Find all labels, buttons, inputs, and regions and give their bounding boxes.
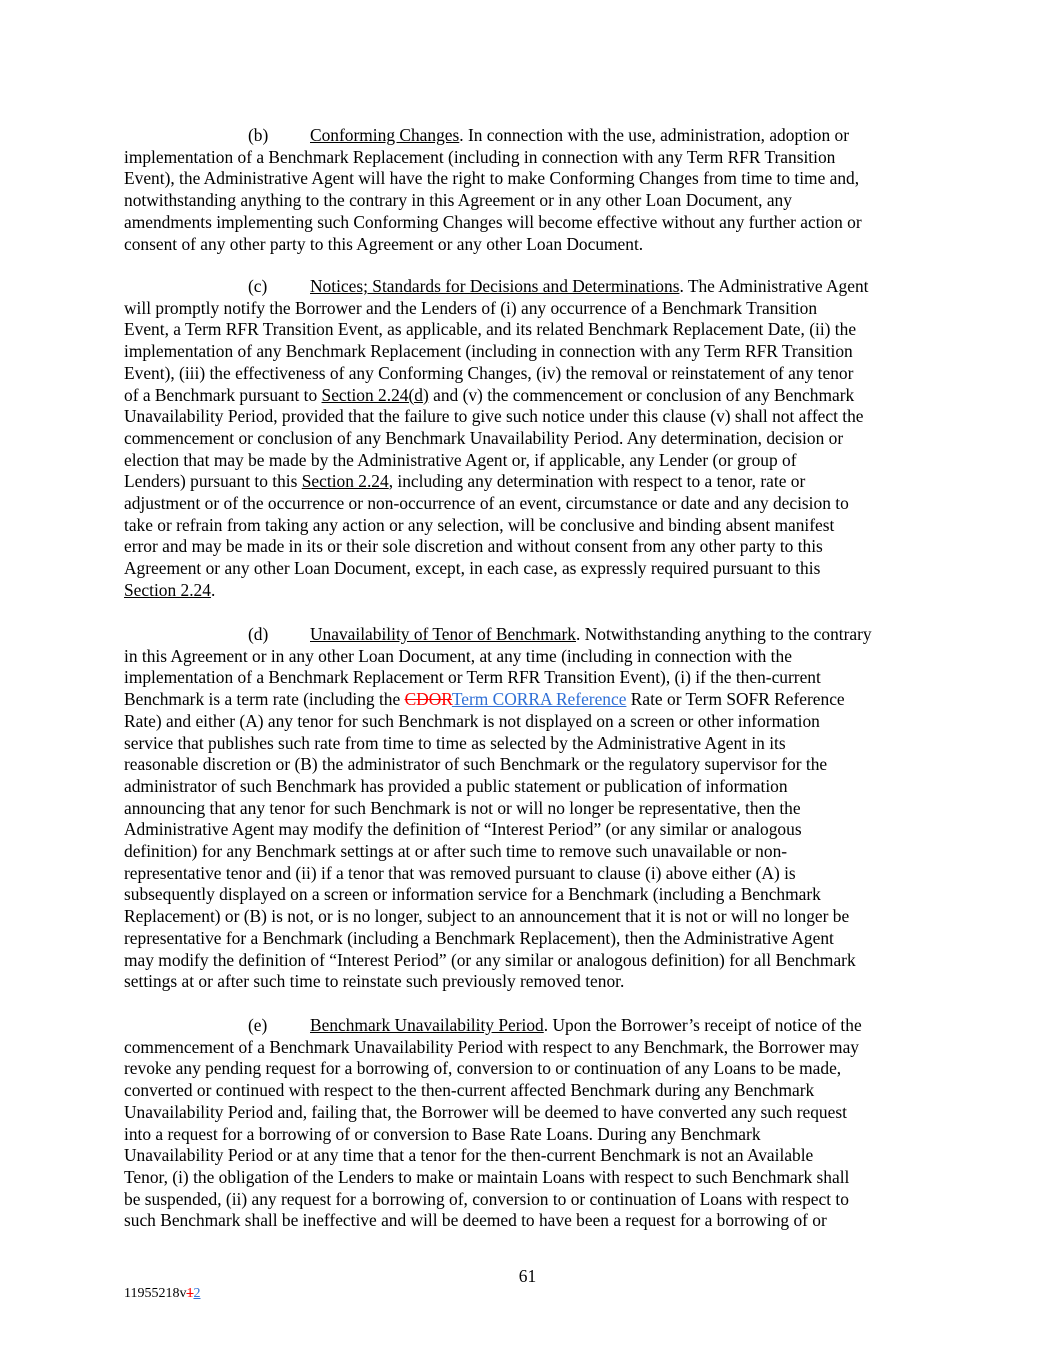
page-number: 61 [518,1266,537,1286]
paragraph-c [124,276,939,602]
paragraph-text: and (v) the commencement or conclusion of any Benchmark Unavailability Period, provided that the failure to give such notice under this clause (v) shall not affect the commencement or conclusion of any Benchmark Unavailability Period. Any determination, decision or election that may be made by the Administrative Agent or, if applicable, any Lender (or group of Lenders) pursuant to this [124,384,864,492]
section-reference: Section 2.24 [301,471,389,492]
section-label: (c) [248,276,268,296]
paragraph-text: . The Administrative Agent will promptly notify the Borrower and the Lenders of (i) any occurrence of a Benchmark Transition Event, a Term RFR Transition Event, as applicable, and its related Benchmark Replacement Date, (ii) the implementation of any Benchmark Replacement (including in connection with any Term RFR Transition Event), (iii) the effectiveness of any Conforming Changes, (iv) the removal or reinstatement of any tenor of a Benchmark pursuant to [124,276,869,405]
document-id-prefix: 11955218v [124,1286,187,1301]
paragraph-text: . [210,579,216,600]
paragraph-e [124,1015,939,1232]
paragraph-text: . Notwithstanding anything to the contrary in this Agreement or in any other Loan Document, at any time (including in connection with the implementation of a Benchmark Replacement or Term RFR Transition Event), (i) if the then-current Benchmark is a term rate (including the [124,624,872,710]
section-label: (e) [248,1015,268,1035]
section-heading: Notices; Standards for Decisions and Determinations [310,276,680,296]
document-id [124,1286,200,1302]
document-id-deleted: 1 [186,1286,194,1301]
paragraph-text: , including any determination with respect to a tenor, rate or adjustment or of the occurrence or non-occurrence of an event, circumstance or date and any decision to take or refrain from taking any action or any selection, will be conclusive and binding absent manifest error and may be made in its or their sole discretion and without consent from any other party to this Agreement or any other Loan Document, except, in each case, as expressly required pursuant to this [124,471,849,579]
paragraph-text: . In connection with the use, administration, adoption or implementation of a Benchmark Replacement (including in connection with any Term RFR Transition Event), the Administrative Agent will have the right to make Conforming Changes from time to time and, notwithstanding anything to the contrary in this Agreement or in any other Loan Document, any amendments implementing such Conforming Changes will become effective without any further action or consent of any other party to this Agreement or any other Loan Document. [124,125,862,254]
paragraph-b [124,125,939,255]
deleted-text: CDOR [404,689,452,710]
inserted-text: Term CORRA Reference [451,689,627,710]
paragraph-d [124,624,939,993]
section-reference: Section 2.24(d) [321,384,429,405]
section-label: (d) [248,624,269,644]
document-id-inserted: 2 [193,1286,201,1301]
paragraph-text: . Upon the Borrower’s receipt of notice of the commencement of a Benchmark Unavailability Period with respect to any Benchmark, the Borrower may revoke any pending request for a borrowing of, conversion to or continuation of any Loans to be made, converted or continued with respect to the then-current affected Benchmark during any Benchmark Unavailability Period and, failing that, the Borrower will be deemed to have converted any such request into a request for a borrowing of or conversion to Base Rate Loans. During any Benchmark Unavailability Period or at any time that a tenor for the then-current Benchmark is not an Available Tenor, (i) the obligation of the Lenders to make or maintain Loans with respect to such Benchmark shall be suspended, (ii) any request for a borrowing of, conversion to or continuation of Loans with respect to such Benchmark shall be ineffective and will be deemed to have been a request for a borrowing of or [124,1015,862,1231]
section-heading: Unavailability of Tenor of Benchmark [310,624,577,644]
paragraph-text: Rate or Term SOFR Reference Rate) and either (A) any tenor for such Benchmark is not displayed on a screen or other information service that publishes such rate from time to time as selected by the Administrative Agent in its reasonable discretion or (B) the administrator of such Benchmark or the regulatory supervisor for the administrator of such Benchmark has provided a public statement or publication of information announcing that any tenor for such Benchmark is not or will no longer be representative, then the Administrative Agent may modify the definition of “Interest Period” (or any similar or analogous definition) for any Benchmark settings at or after such time to remove such unavailable or non- representative tenor and (ii) if a tenor that was removed pursuant to clause (i) above either (A) is subsequently displayed on a screen or information service for a Benchmark (including a Benchmark Replacement) or (B) is not, or is no longer, subject to an announcement that it is not or will no longer be representative for a Benchmark (including a Benchmark Replacement), then the Administrative Agent may modify the definition of “Interest Period” (or any similar or analogous definition) for all Benchmark settings at or after such time to reinstate such previously removed tenor. [124,689,856,992]
section-label: (b) [248,125,269,145]
section-reference: Section 2.24 [124,579,211,600]
section-heading: Benchmark Unavailability Period [310,1015,544,1035]
section-heading: Conforming Changes [310,125,460,145]
